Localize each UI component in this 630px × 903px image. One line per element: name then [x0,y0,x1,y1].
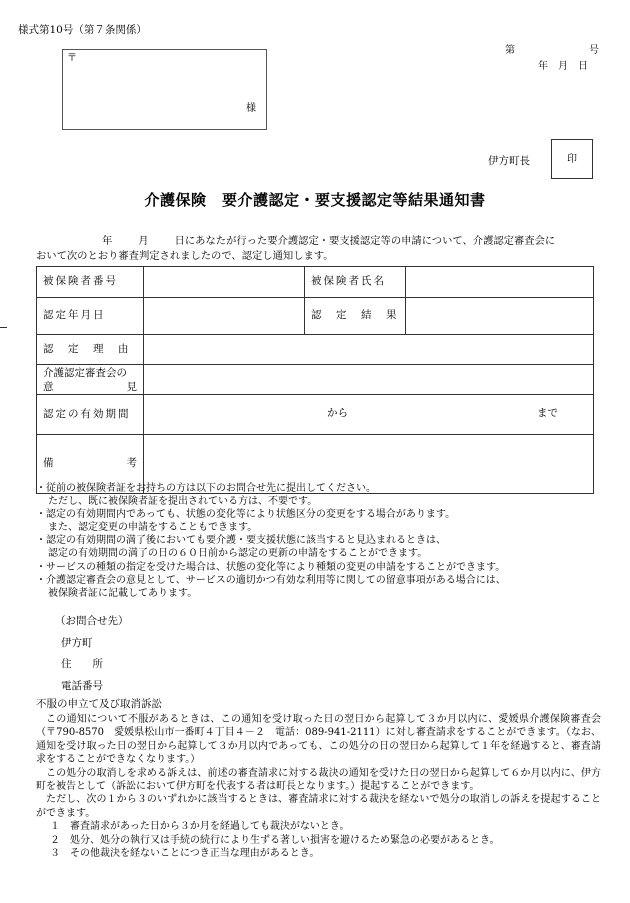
appeal-item: １ 審査請求があった日から３か月を経過しても裁決がないとき。 [50,821,350,833]
table-row [37,395,594,435]
contact-phone-label: 電話番号 [61,679,103,692]
notes-list [36,482,616,600]
result-table [36,266,594,494]
insured-name-label: 被保険者氏名 [305,267,406,298]
table-row [37,365,594,395]
note-line: ・認定の有効期間内であっても、状態の変化等により状態区分の変更をする場合があります。 [36,509,456,521]
validity-until: まで [537,407,558,419]
document-number-prefix: 第 [505,45,515,56]
committee-opinion-value [144,365,594,395]
note-line: ・認定の有効期間の満了後においても要介護・要支援状態に該当すると見込まれるときは、 [36,535,446,547]
seal-box [551,139,593,179]
remarks-label: 備 考 [37,435,144,494]
insured-name-value [406,267,594,298]
form-number: 様式第10号（第７条関係） [18,24,147,36]
insured-number-value [144,267,305,298]
note-line: ・従前の被保険者証をお持ちの方は以下のお問合せ先に提出してください。 [36,483,376,494]
cert-date-label: 認定年月日 [37,298,144,335]
seal-label: 印 [567,153,577,165]
appeal-item: ２ 処分、処分の執行又は手続の続行により生ずる著しい損害を避けるため緊急の必要があるとき。 [50,834,500,846]
committee-opinion-label: 介護認定審査会の 意 見 [37,365,144,395]
appeal-paragraph: この処分の取消しを求める訴えは、前述の審査請求に対する裁決の通知を受けた日の翌日から起算して６か月以内に、伊方町を被告として（訴訟において伊方町を代表する者は町長となります。）提起することができます。 [36,767,601,793]
intro-line2: おいて次のとおり審査判定されましたので、認定し通知します。 [36,250,334,262]
note-line: ただし、既に被保険者証を提出されている方は、不要です。 [48,496,318,508]
intro-year: 年 [102,235,113,247]
cert-reason-label: 認 定 理 由 [37,335,144,365]
document-date: 年 月 日 [538,61,588,72]
table-row [37,335,594,365]
note-line: ・介護認定審査会の意見として、サービスの適切かつ有効な利用等に関しての留意事項がある場合には、 [36,574,506,586]
cert-reason-value [144,335,594,365]
table-row [37,267,594,298]
cert-result-value [406,298,594,335]
note-line: 被保険者証に記載してあります。 [48,587,198,599]
note-line: また、認定変更の申請をすることもできます。 [48,522,258,534]
appeal-paragraph: ただし、次の１から３のいずれかに該当するときは、審査請求に対する裁決を経ないで処分の取消しの訴えを提起することができます。 [36,794,601,819]
table-row [37,298,594,335]
document-number-suffix: 号 [589,45,599,56]
contact-address-label: 住 所 [61,658,103,670]
document-title: 介護保険 要介護認定・要支援認定等結果通知書 [144,191,486,209]
intro-line1: 日にあなたが行った要介護認定・要支援認定等の申請について、介護認定審査会に [174,235,556,247]
issuer-name: 伊方町長 [488,155,530,167]
appeal-text [36,713,601,860]
intro-text [36,234,596,264]
appeal-paragraph: この通知について不服があるときは、この通知を受け取った日の翌日から起算して３か月以内に、愛媛県介護保険審査会（〒790-8570 愛媛県松山市一番町４丁目４－２ 電話：089-941-2111）に対し審査請求をすることができます。（なお、通知を受け取った日の翌日から起算して３か月以内であっても、この処分の日の翌日から起算して１年を経過すると、審査請求をすることができなくなります。） [36,714,601,766]
postal-mark: 〒 [67,53,77,64]
contact-block [55,611,129,697]
fold-mark [0,327,7,328]
appeal-item: ３ その他裁決を経ないことにつき正当な理由があるとき。 [50,848,320,860]
note-line: ・サービスの種類の指定を受けた場合は、状態の変化等により種類の変更の申請をすることができます。 [36,561,506,573]
appeal-title: 不服の申立て及び取消訴訟 [36,698,162,710]
insured-number-label: 被保険者番号 [37,267,144,298]
contact-office: 伊方町 [61,636,93,649]
intro-month: 月 [138,235,149,247]
address-box [62,49,267,130]
validity-period-label: 認定の有効期間 [37,395,144,435]
validity-from: から [327,407,348,419]
validity-period-value [144,395,594,435]
cert-result-label: 認 定 結 果 [305,298,406,335]
addressee-honorific: 様 [246,103,256,114]
note-line: 認定の有効期間の満了の日の６０日前から認定の更新の申請をすることができます。 [48,548,428,560]
contact-heading: （お問合せ先） [55,615,129,627]
cert-date-value [144,298,305,335]
